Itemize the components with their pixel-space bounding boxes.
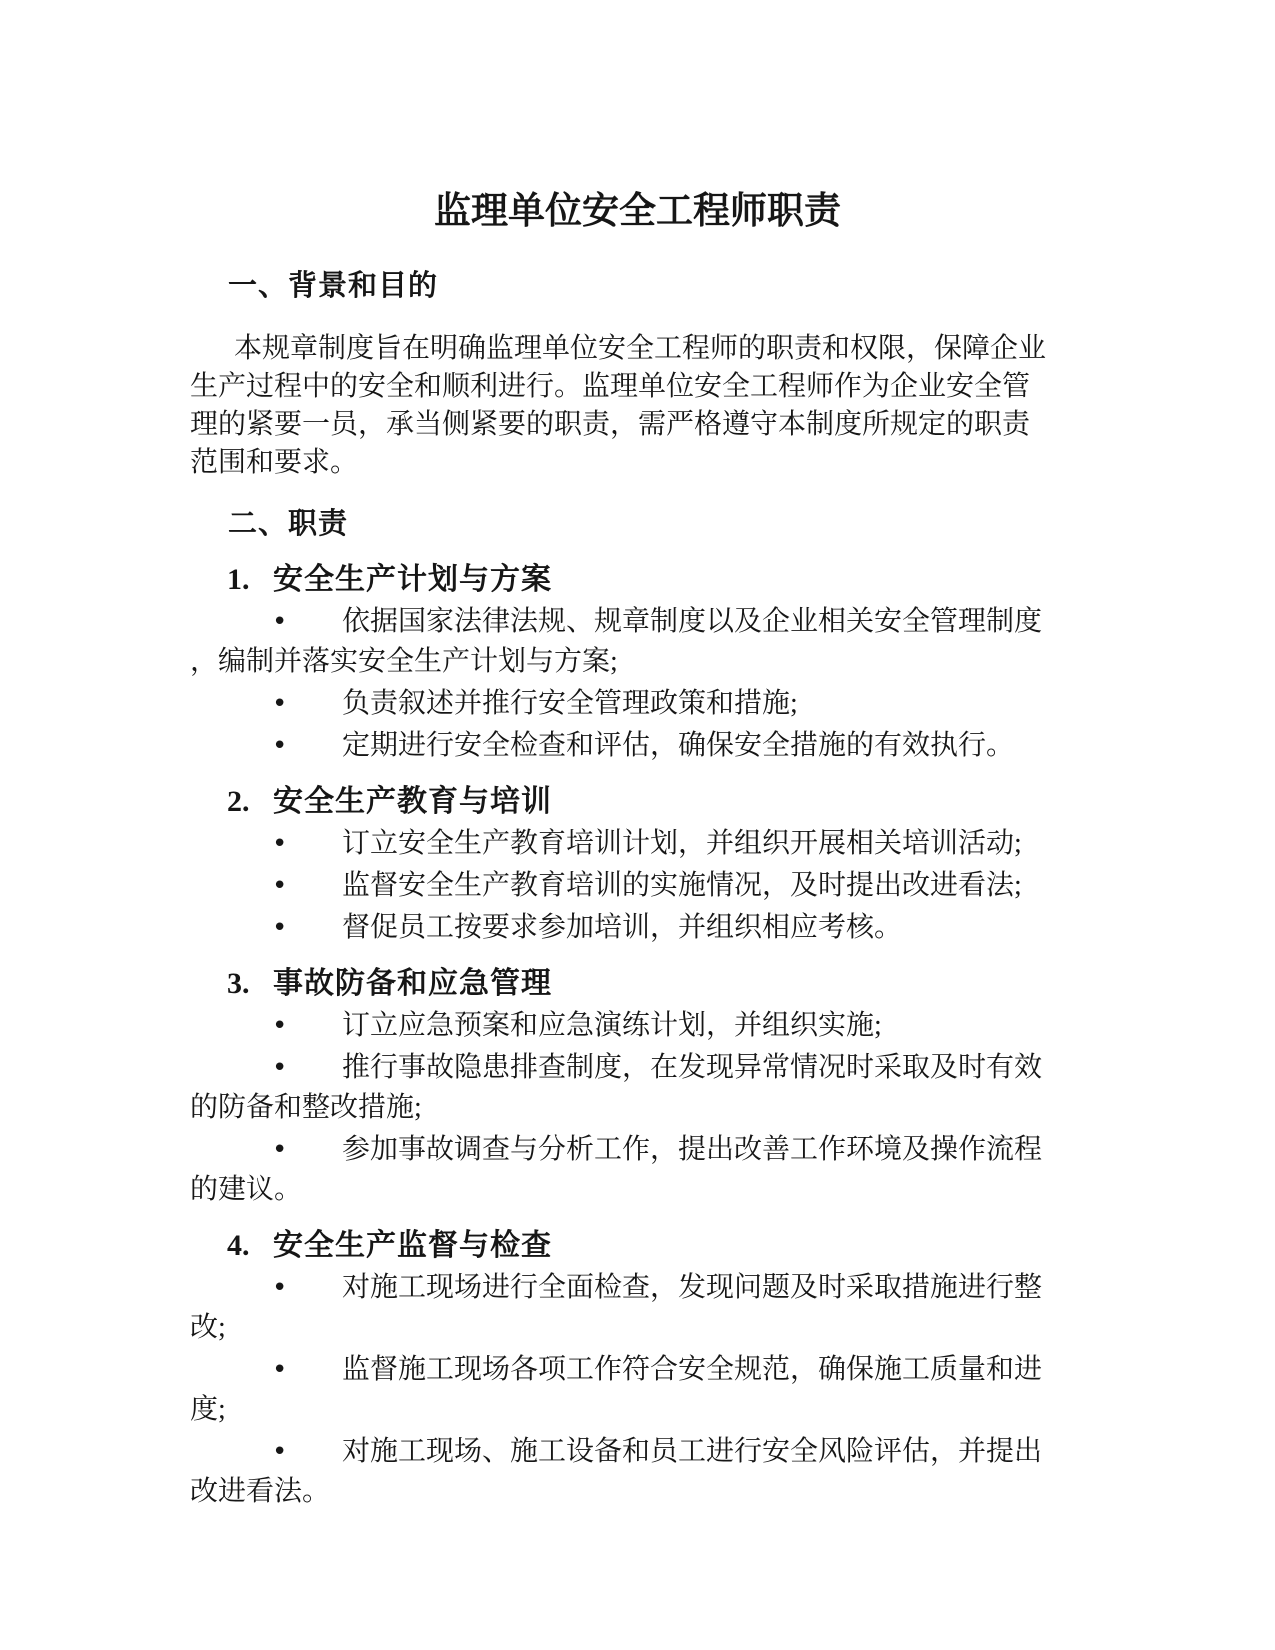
bullet-icon: •: [272, 1273, 288, 1303]
numbered-heading-1: [190, 560, 1040, 600]
list-item: [190, 602, 1043, 682]
list-item: [190, 1268, 1043, 1348]
list-item: [190, 684, 1040, 724]
bullet-text: 定期进行安全检查和评估，确保安全措施的有效执行。: [342, 730, 1015, 761]
bullet-text-continuation: 改;: [190, 1312, 226, 1343]
section-heading-duties: 二、职责: [228, 508, 349, 540]
list-item: [190, 1130, 1043, 1210]
bullet-text: 监督安全生产教育培训的实施情况，及时提出改进看法;: [342, 870, 1022, 901]
heading-text: 安全生产教育与培训: [273, 785, 552, 818]
paragraph-line: 本规章制度旨在明确监理单位安全工程师的职责和权限，保障企业: [234, 333, 1047, 364]
bullet-icon: •: [272, 871, 288, 901]
heading-text: 事故防备和应急管理: [273, 967, 552, 1000]
bullet-icon: •: [272, 829, 288, 859]
heading-number: 1.: [227, 563, 250, 596]
page-title: 监理单位安全工程师职责: [434, 191, 841, 232]
bullet-text: 对施工现场、施工设备和员工进行安全风险评估，并提出: [342, 1436, 1043, 1467]
bullet-icon: •: [272, 1053, 288, 1083]
section-heading-background: 一、背景和目的: [228, 270, 439, 302]
bullet-icon: •: [272, 1437, 288, 1467]
bullet-text: 推行事故隐患排查制度，在发现异常情况时采取及时有效: [342, 1052, 1043, 1083]
numbered-heading-2: [190, 782, 1040, 822]
bullet-list: [190, 602, 1043, 766]
paragraph-line: 范围和要求。: [190, 447, 359, 478]
bullet-text: 对施工现场进行全面检查，发现问题及时采取措施进行整: [342, 1272, 1043, 1303]
bullet-text: 参加事故调查与分析工作，提出改善工作环境及操作流程: [342, 1134, 1043, 1165]
bullet-icon: •: [272, 607, 288, 637]
background-paragraph: [190, 330, 1047, 482]
numbered-heading-3: [190, 964, 1040, 1004]
heading-number: 2.: [227, 785, 250, 818]
bullet-icon: •: [272, 1355, 288, 1385]
list-item: [190, 1006, 1040, 1046]
bullet-list: [190, 1006, 1043, 1210]
bullet-text: 订立应急预案和应急演练计划，并组织实施;: [342, 1010, 882, 1041]
list-item: [190, 866, 1040, 906]
heading-text: 安全生产监督与检查: [273, 1229, 552, 1262]
bullet-list: [190, 824, 1040, 948]
numbered-heading-4: [190, 1226, 1040, 1266]
bullet-text-continuation: 改进看法。: [190, 1476, 331, 1507]
bullet-text-continuation: ，编制并落实安全生产计划与方案;: [190, 646, 618, 677]
bullet-text: 依据国家法律法规、规章制度以及企业相关安全管理制度: [342, 606, 1043, 637]
bullet-text: 监督施工现场各项工作符合安全规范，确保施工质量和进: [342, 1354, 1043, 1385]
bullet-list: [190, 1268, 1043, 1512]
bullet-icon: •: [272, 1011, 288, 1041]
paragraph-line: 理的紧要一员，承当侧紧要的职责，需严格遵守本制度所规定的职责: [190, 409, 1031, 440]
bullet-icon: •: [272, 689, 288, 719]
bullet-text-continuation: 度;: [190, 1394, 226, 1425]
list-item: [190, 908, 1040, 948]
bullet-text: 督促员工按要求参加培训，并组织相应考核。: [342, 912, 903, 943]
list-item: [190, 1432, 1043, 1512]
list-item: [190, 726, 1040, 766]
bullet-text-continuation: 的建议。: [190, 1174, 303, 1205]
list-item: [190, 1350, 1043, 1430]
bullet-icon: •: [272, 731, 288, 761]
bullet-text: 订立安全生产教育培训计划，并组织开展相关培训活动;: [342, 828, 1022, 859]
heading-number: 4.: [227, 1229, 250, 1262]
bullet-icon: •: [272, 913, 288, 943]
heading-number: 3.: [227, 967, 250, 1000]
bullet-text: 负责叙述并推行安全管理政策和措施;: [342, 688, 798, 719]
bullet-text-continuation: 的防备和整改措施;: [190, 1092, 422, 1123]
paragraph-line: 生产过程中的安全和顺利进行。监理单位安全工程师作为企业安全管: [190, 371, 1031, 402]
bullet-icon: •: [272, 1135, 288, 1165]
list-item: [190, 824, 1040, 864]
heading-text: 安全生产计划与方案: [273, 563, 552, 596]
list-item: [190, 1048, 1043, 1128]
